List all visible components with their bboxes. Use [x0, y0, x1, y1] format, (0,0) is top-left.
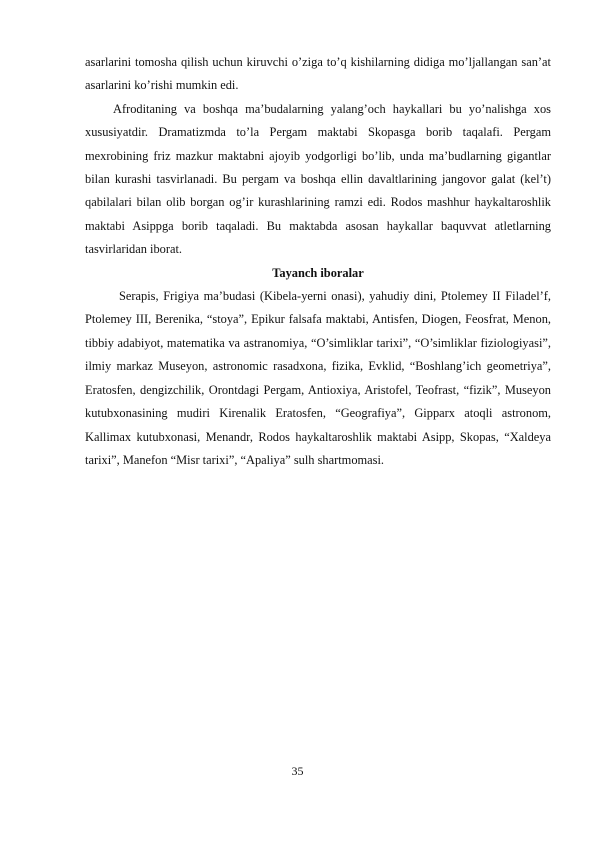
page-body: [85, 51, 551, 472]
paragraph-afrodita: Afroditaning va boshqa ma’budalarning yalang’och haykallari bu yo’nalishga xos xususiyatdir. Dramatizmda to’la Pergam maktabi Skopasga borib taqalafi. Pergam mexrobining friz mazkur maktabni ajoyib yodgorligi bo’lib, unda ma’budlarning gigantlar bilan kurashi tasvirlanadi. Bu pergam va boshqa ellin davaltlarining jangovor galat (kel’t) qabilalari bilan olib borgan og’ir kurashlarining ramzi edi. Rodos mashhur haykaltaroshlik maktabi Asippga borib taqaladi. Bu maktabda asosan haykallar baquvvat atletlarning tasvirlaridan iborat.: [85, 101, 551, 257]
page-number: 35: [291, 764, 304, 778]
section-heading: Tayanch iboralar: [272, 265, 364, 280]
paragraph-continuation: asarlarini tomosha qilish uchun kiruvchi o’ziga to’q kishilarning didiga mo’ljallangan san’at asarlarini ko’rishi mumkin edi.: [85, 55, 551, 93]
keywords-paragraph: Serapis, Frigiya ma’budasi (Kibela-yerni onasi), yahudiy dini, Ptolemey II Filadel’f, Ptolemey III, Berenika, “stoya”, Epikur falsafa maktabi, Antisfen, Diogen, Feosfrat, Menon, tibbiy adabiyot, matematika va astranomiya, “O’simliklar tarixi”, “O’simliklar fiziologiyasi”, ilmiy markaz Museyon, astronomic rasadxona, fizika, Evklid, “Boshlang’ich geometriya”, Eratosfen, dengizchilik, Orontdagi Pergam, Antioxiya, Aristofel, Teofrast, “fizik”, Museyon kutubxonasining mudiri Kirenalik Eratosfen, “Geografiya”, Gipparx atoqli astronom, Kallimax kutubxonasi, Menandr, Rodos haykaltaroshlik maktabi Asipp, Skopas, “Xaldeya tarixi”, Manefon “Misr tarixi”, “Apaliya” sulh shartmomasi.: [85, 289, 551, 467]
